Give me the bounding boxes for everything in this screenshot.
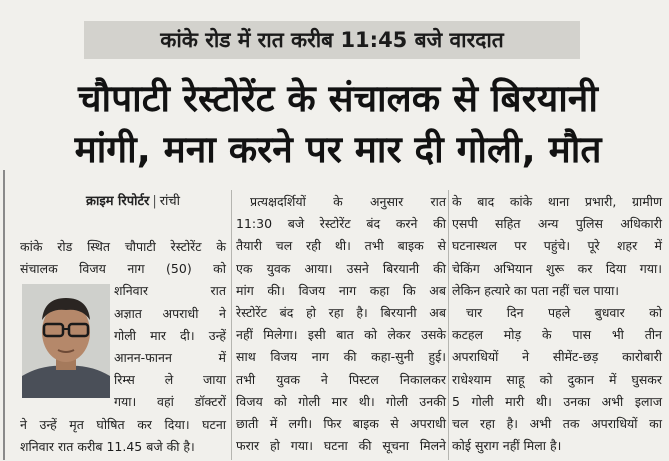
- article-column-2: [236, 191, 446, 457]
- column-line: विजय को गोली मार थी। गोली उनकी: [236, 393, 446, 409]
- headline-line-2: मांगी, मना करने पर मार दी गोली, मौत: [74, 128, 602, 171]
- column-line: एक युवक आया। उसने बिरयानी की: [236, 260, 446, 276]
- column-line: 5 गोली मारी थी। उनका अभी इलाज: [452, 393, 662, 409]
- headline-line-1: चौपाटी रेस्टोरेंट के संचालक से बिरयानी: [78, 77, 598, 120]
- byline-separator: |: [152, 194, 157, 209]
- column-divider: [231, 190, 232, 460]
- column-line: ने उन्हें मृत घोषित कर दिया। घटना: [20, 416, 226, 432]
- column-line: 11:30 बजे रेस्टोरेंट बंद करने की: [236, 216, 446, 232]
- column-line: रिम्स ले जाया: [114, 372, 226, 388]
- column-line: आनन-फानन में: [114, 350, 226, 366]
- column-line: चार दिन पहले बुधवार को: [466, 305, 662, 321]
- column-line: राधेश्याम साहू को दुकान में घुसकर: [452, 371, 662, 387]
- column-line: तैयारी चल रही थी। तभी बाइक से: [236, 238, 446, 254]
- column-line: गोली मार दी। उन्हें: [114, 327, 226, 343]
- byline-reporter: क्राइम रिपोर्टर: [86, 194, 150, 209]
- column-line: चेकिंग अभियान शुरू कर दिया गया।: [452, 260, 662, 276]
- column-line: के बाद कांके थाना प्रभारी, ग्रामीण: [452, 194, 662, 209]
- column-line: मांग की। विजय नाग कहा कि अब: [236, 282, 446, 298]
- column-line: अज्ञात अपराधी ने: [114, 305, 226, 321]
- byline-city: रांची: [159, 194, 181, 209]
- column-line: कोई सुराग नहीं मिला है।: [452, 438, 562, 454]
- column-line: चल रहा है। अभी तक अपराधियों का: [452, 416, 662, 432]
- column-line: संचालक विजय नाग (50) को: [20, 261, 226, 277]
- column-line: तभी युवक ने पिस्टल निकालकर: [236, 371, 446, 387]
- column-line: साथ विजय नाग की कहा-सुनी हुई।: [236, 349, 446, 365]
- column-line: अपराधियों ने सीमेंट-छड़ कारोबारी: [452, 349, 662, 365]
- page-edge-rule: [3, 170, 5, 460]
- column-line: कटहल मोड़ के पास भी तीन: [452, 327, 662, 343]
- article-column-1: [20, 236, 226, 458]
- column-line: लेकिन हत्यारे का पता नहीं चल पाया।: [452, 282, 620, 298]
- column-line: कांके रोड स्थित चौपाटी रेस्टोरेंट के: [20, 239, 226, 254]
- kicker-text: कांके रोड में रात करीब 11:45 बजे वारदात: [160, 28, 504, 52]
- kicker-band: [84, 21, 580, 59]
- column-line: शनिवार रात: [114, 283, 226, 299]
- column-line: नहीं मिलेगा। इसी बात को लेकर उसके: [236, 327, 446, 343]
- column-line: छाती में लगी। फिर बाइक से अपराधी: [236, 416, 446, 432]
- column-line: एसपी सहित अन्य पुलिस अधिकारी: [452, 216, 662, 232]
- column-line: गया। वहां डॉक्टरों: [114, 394, 226, 410]
- column-line: प्रत्यक्षदर्शियों के अनुसार रात: [250, 194, 446, 209]
- column-line: फरार हो गया। घटना की सूचना मिलने: [236, 438, 446, 454]
- byline: [86, 191, 180, 209]
- article-column-3: [452, 191, 662, 457]
- column-divider: [448, 190, 449, 460]
- column-line: रेस्टोरेंट बंद हो रहा है। बिरयानी अब: [236, 305, 446, 321]
- column-line: घटनास्थल पर पहुंचे। पूरे शहर में: [452, 238, 662, 254]
- column-line: शनिवार रात करीब 11.45 बजे की है।: [20, 438, 195, 454]
